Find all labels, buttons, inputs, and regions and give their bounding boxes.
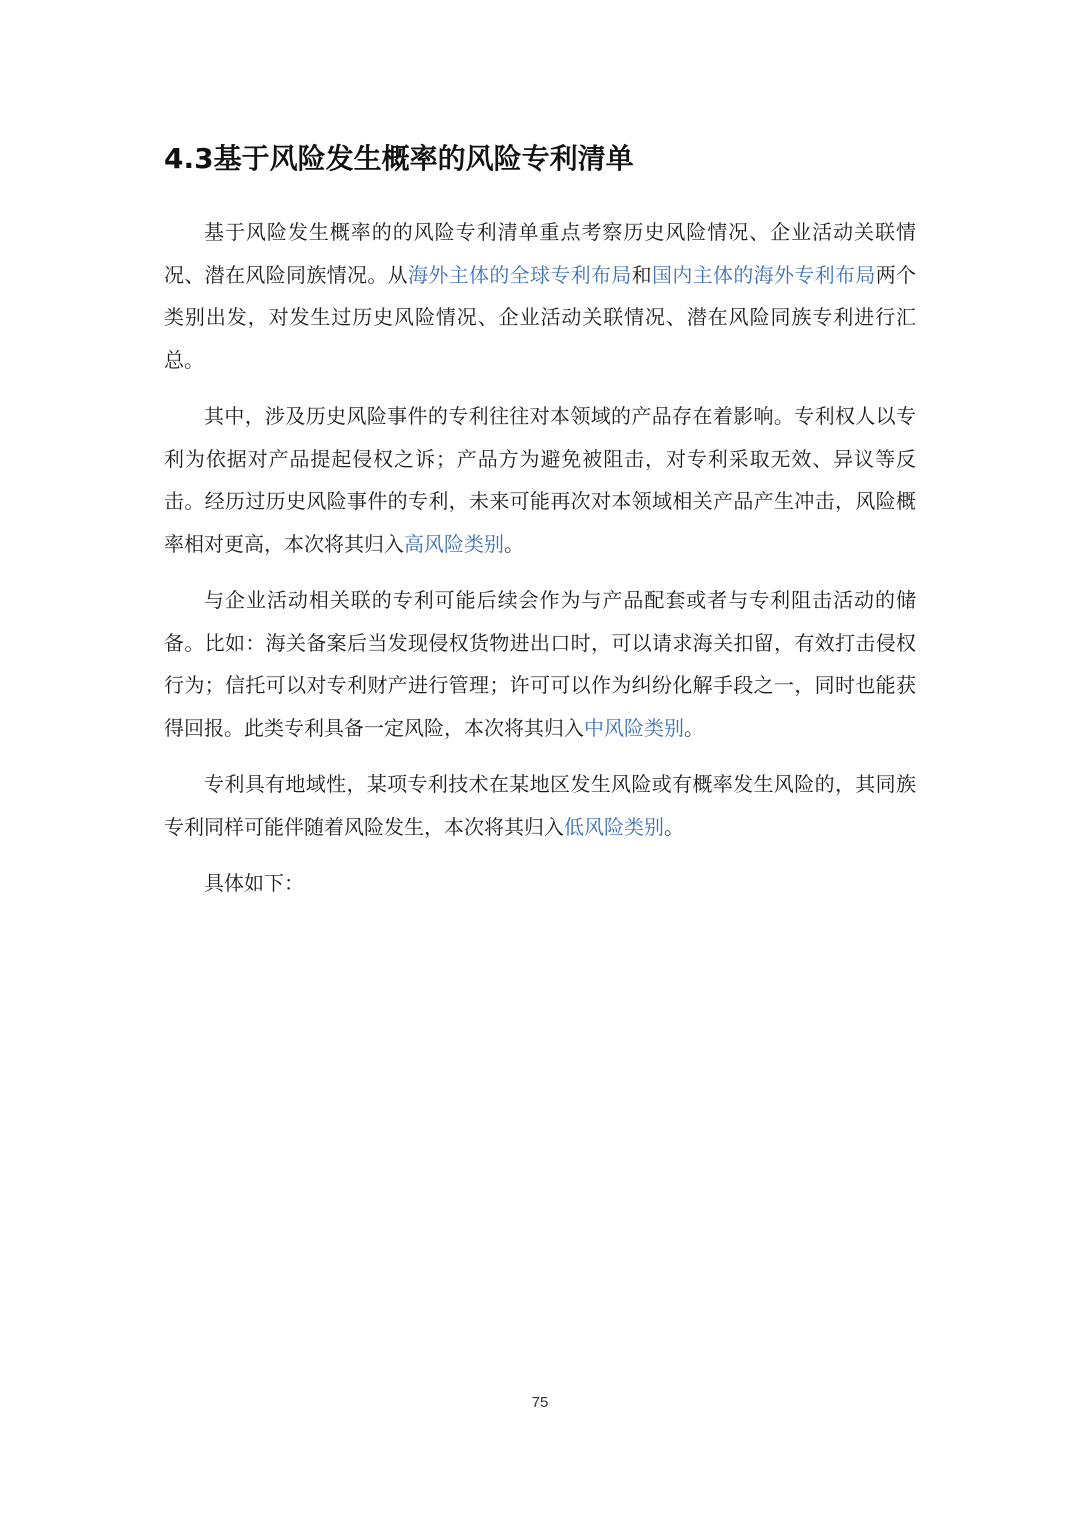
paragraph-details — [164, 862, 916, 905]
highlight-high-risk-category: 高风险类别 — [404, 531, 504, 556]
highlight-domestic-overseas-layout: 国内主体的海外专利布局 — [652, 262, 876, 287]
paragraph-text: 专利具有地域性，某项专利技术在某地区发生风险或有概率发生风险的，其同族专利同样可能伴随着风险发生，本次将其归入 — [164, 772, 916, 839]
paragraph-text: 其中，涉及历史风险事件的专利往往对本领域的产品存在着影响。专利权人以专利为依据对产品提起侵权之诉；产品方为避免被阻击，对专利采取无效、异议等反击。经历过历史风险事件的专利，未来可能再次对本领域相关产品产生冲击，风险概率相对更高，本次将其归入 — [164, 404, 916, 556]
page-number: 75 — [531, 1394, 549, 1411]
highlight-medium-risk-category: 中风险类别 — [584, 715, 684, 740]
paragraph-text: 。 — [684, 715, 704, 740]
document-page — [164, 0, 916, 1527]
paragraph-medium-risk — [164, 579, 916, 749]
paragraph-text: 。 — [504, 531, 524, 556]
paragraph-text: 与企业活动相关联的专利可能后续会作为与产品配套或者与专利阻击活动的储备。比如：海关备案后当发现侵权货物进出口时，可以请求海关扣留，有效打击侵权行为；信托可以对专利财产进行管理；许可可以作为纠纷化解手段之一，同时也能获得回报。此类专利具备一定风险，本次将其归入 — [164, 588, 916, 740]
paragraph-text: 两个类别出发，对发生过历史风险情况、企业活动关联情况、潜在风险同族专利进行汇总。 — [164, 262, 917, 372]
highlight-low-risk-category: 低风险类别 — [564, 814, 664, 839]
body-text — [164, 211, 916, 919]
paragraph-text: 具体如下： — [204, 871, 304, 895]
paragraph-text: 基于风险发生概率的的风险专利清单重点考察历史风险情况、企业活动关联情况、潜在风险同族情况。从 — [164, 220, 916, 287]
paragraph-intro — [164, 211, 916, 381]
paragraph-text: 和 — [631, 262, 653, 287]
paragraph-text: 。 — [664, 814, 684, 839]
highlight-foreign-global-layout: 海外主体的全球专利布局 — [408, 262, 632, 287]
section-heading: 4.3基于风险发生概率的风险专利清单 — [164, 142, 634, 175]
paragraph-high-risk — [164, 395, 916, 565]
paragraph-low-risk — [164, 763, 916, 848]
